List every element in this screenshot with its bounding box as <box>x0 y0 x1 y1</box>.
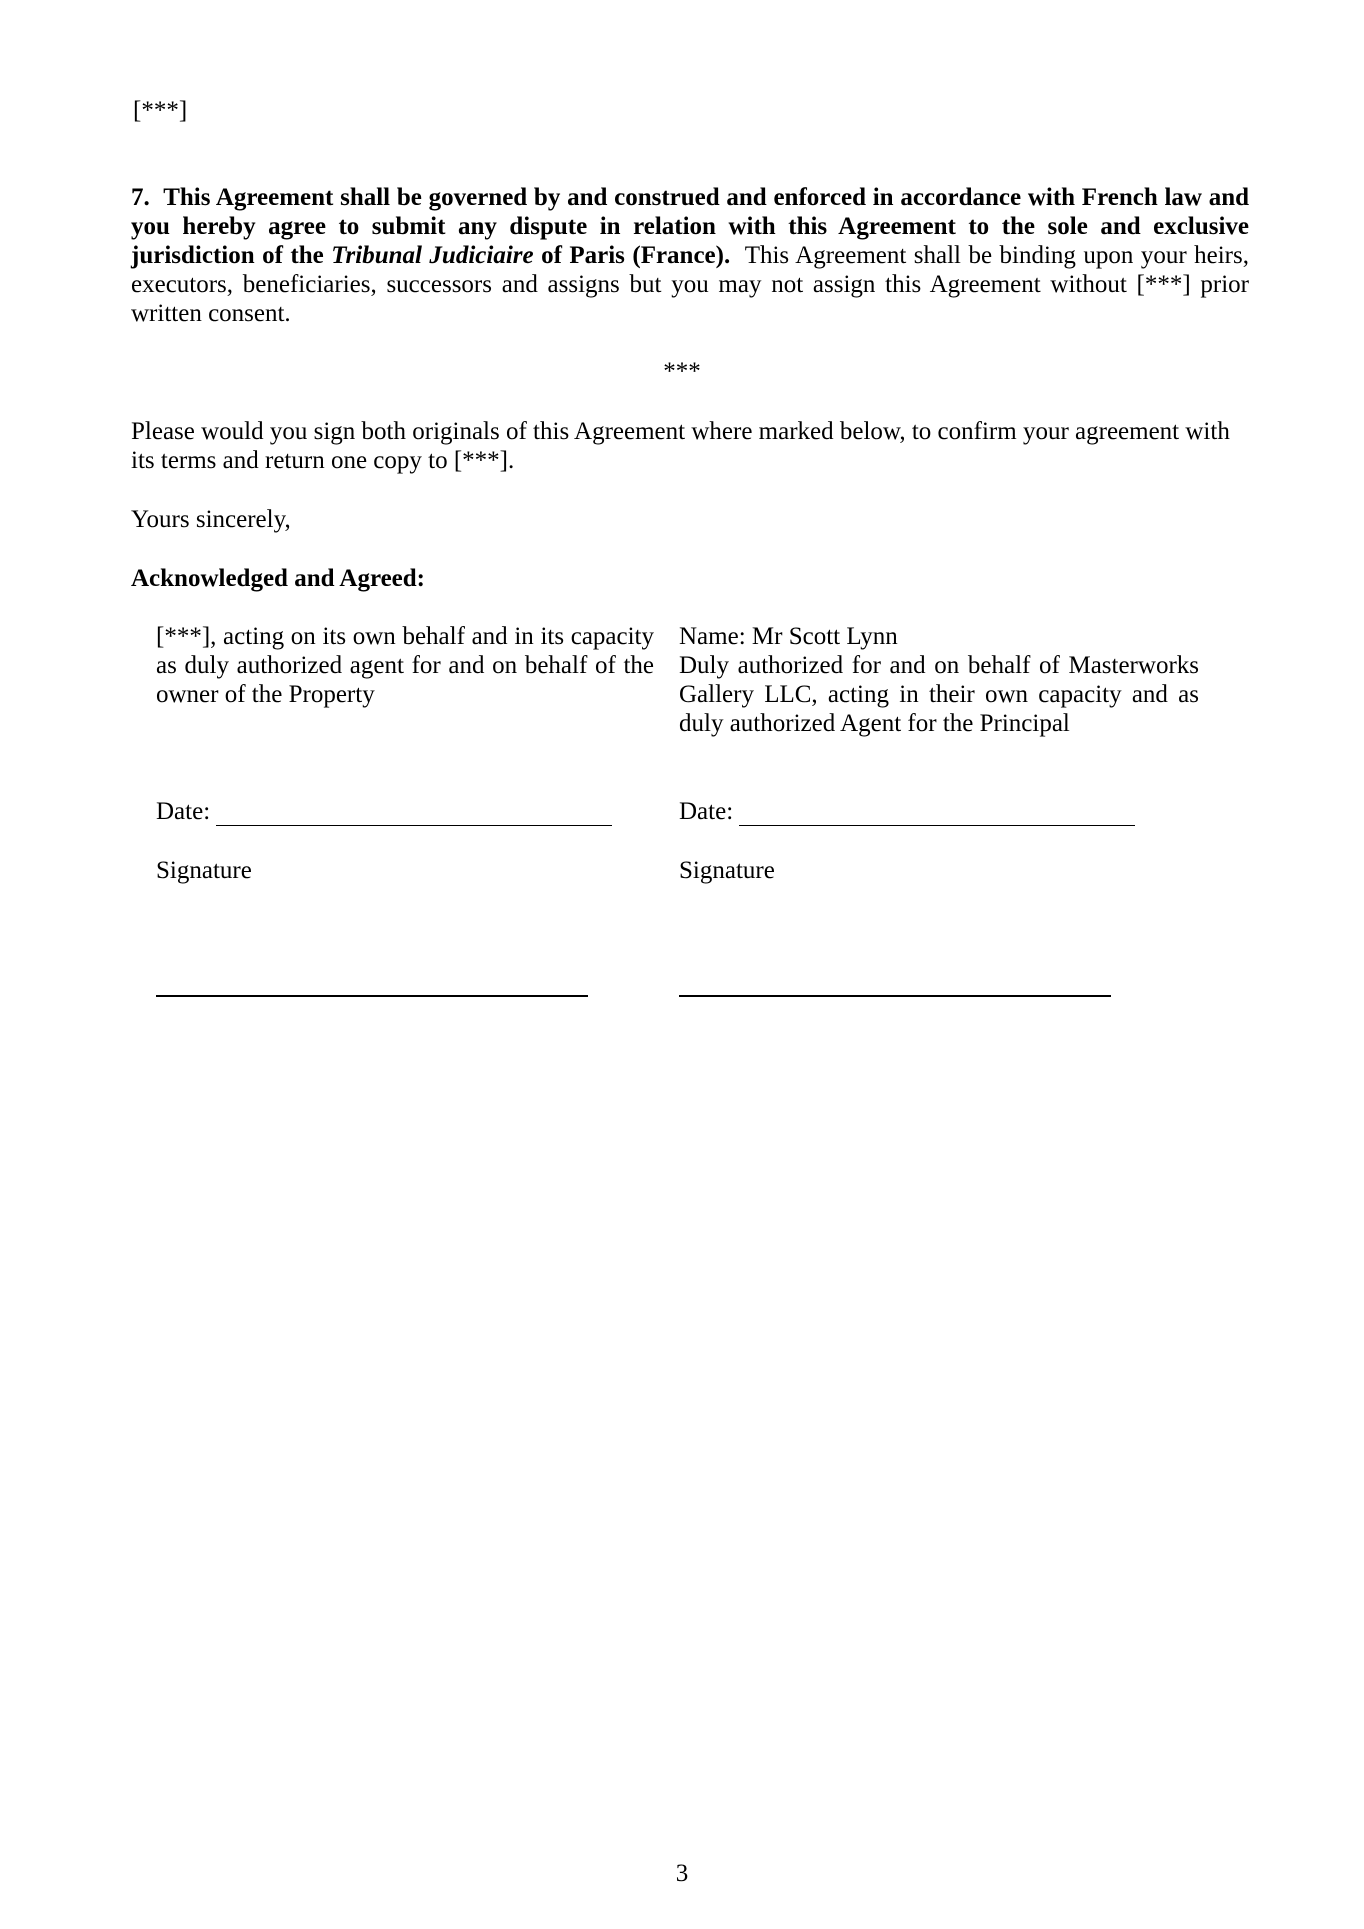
page-number: 3 <box>675 1860 689 1887</box>
clause-7-paragraph <box>131 183 1249 328</box>
right-party-description-line-2: Gallery LLC, acting in their own capacity and as <box>679 681 1199 708</box>
left-date-blank[interactable] <box>216 799 612 826</box>
left-date-field[interactable] <box>156 797 612 826</box>
right-signature-line[interactable] <box>679 995 1111 997</box>
right-signature-label: Signature <box>679 857 775 884</box>
top-redaction: [***] <box>133 97 188 124</box>
right-party-name: Name: Mr Scott Lynn <box>679 623 898 650</box>
section-separator: *** <box>663 358 701 385</box>
clause-7-regular-text: This Agreement shall be binding upon your heirs, executors, beneficiaries, successors and assigns but you may not assign this Agreement without [***] prior written consent. <box>131 242 1249 327</box>
right-date-blank[interactable] <box>739 799 1135 826</box>
right-date-field[interactable] <box>679 797 1135 826</box>
right-date-label: Date: <box>679 798 734 825</box>
left-signature-label: Signature <box>156 857 252 884</box>
clause-7-bold-text-end: of Paris (France). <box>541 242 731 269</box>
clause-7-bold-text: This Agreement shall be governed by and construed and enforced in accordance with French law and you hereby agree to submit any dispute in relation with this Agreement to the sole and exclusive jurisdiction of the <box>131 184 1249 269</box>
right-party-block <box>679 622 1199 738</box>
left-party-description: [***], acting on its own behalf and in its capacity as duly authorized agent for and on behalf of the owner of the Property <box>156 623 654 708</box>
signing-request-paragraph: Please would you sign both originals of this Agreement where marked below, to confirm your agreement with its terms and return one copy to [***]. <box>131 418 1230 474</box>
left-date-label: Date: <box>156 798 211 825</box>
acknowledgement-heading: Acknowledged and Agreed: <box>131 565 426 592</box>
closing-salutation: Yours sincerely, <box>131 506 291 533</box>
left-signature-line[interactable] <box>156 995 588 997</box>
right-party-description-line-3: duly authorized Agent for the Principal <box>679 710 1070 737</box>
clause-7-court-name: Tribunal Judiciaire <box>331 242 534 269</box>
clause-7-number: 7. <box>131 184 150 211</box>
right-party-description-line-1: Duly authorized for and on behalf of Masterworks <box>679 652 1199 679</box>
